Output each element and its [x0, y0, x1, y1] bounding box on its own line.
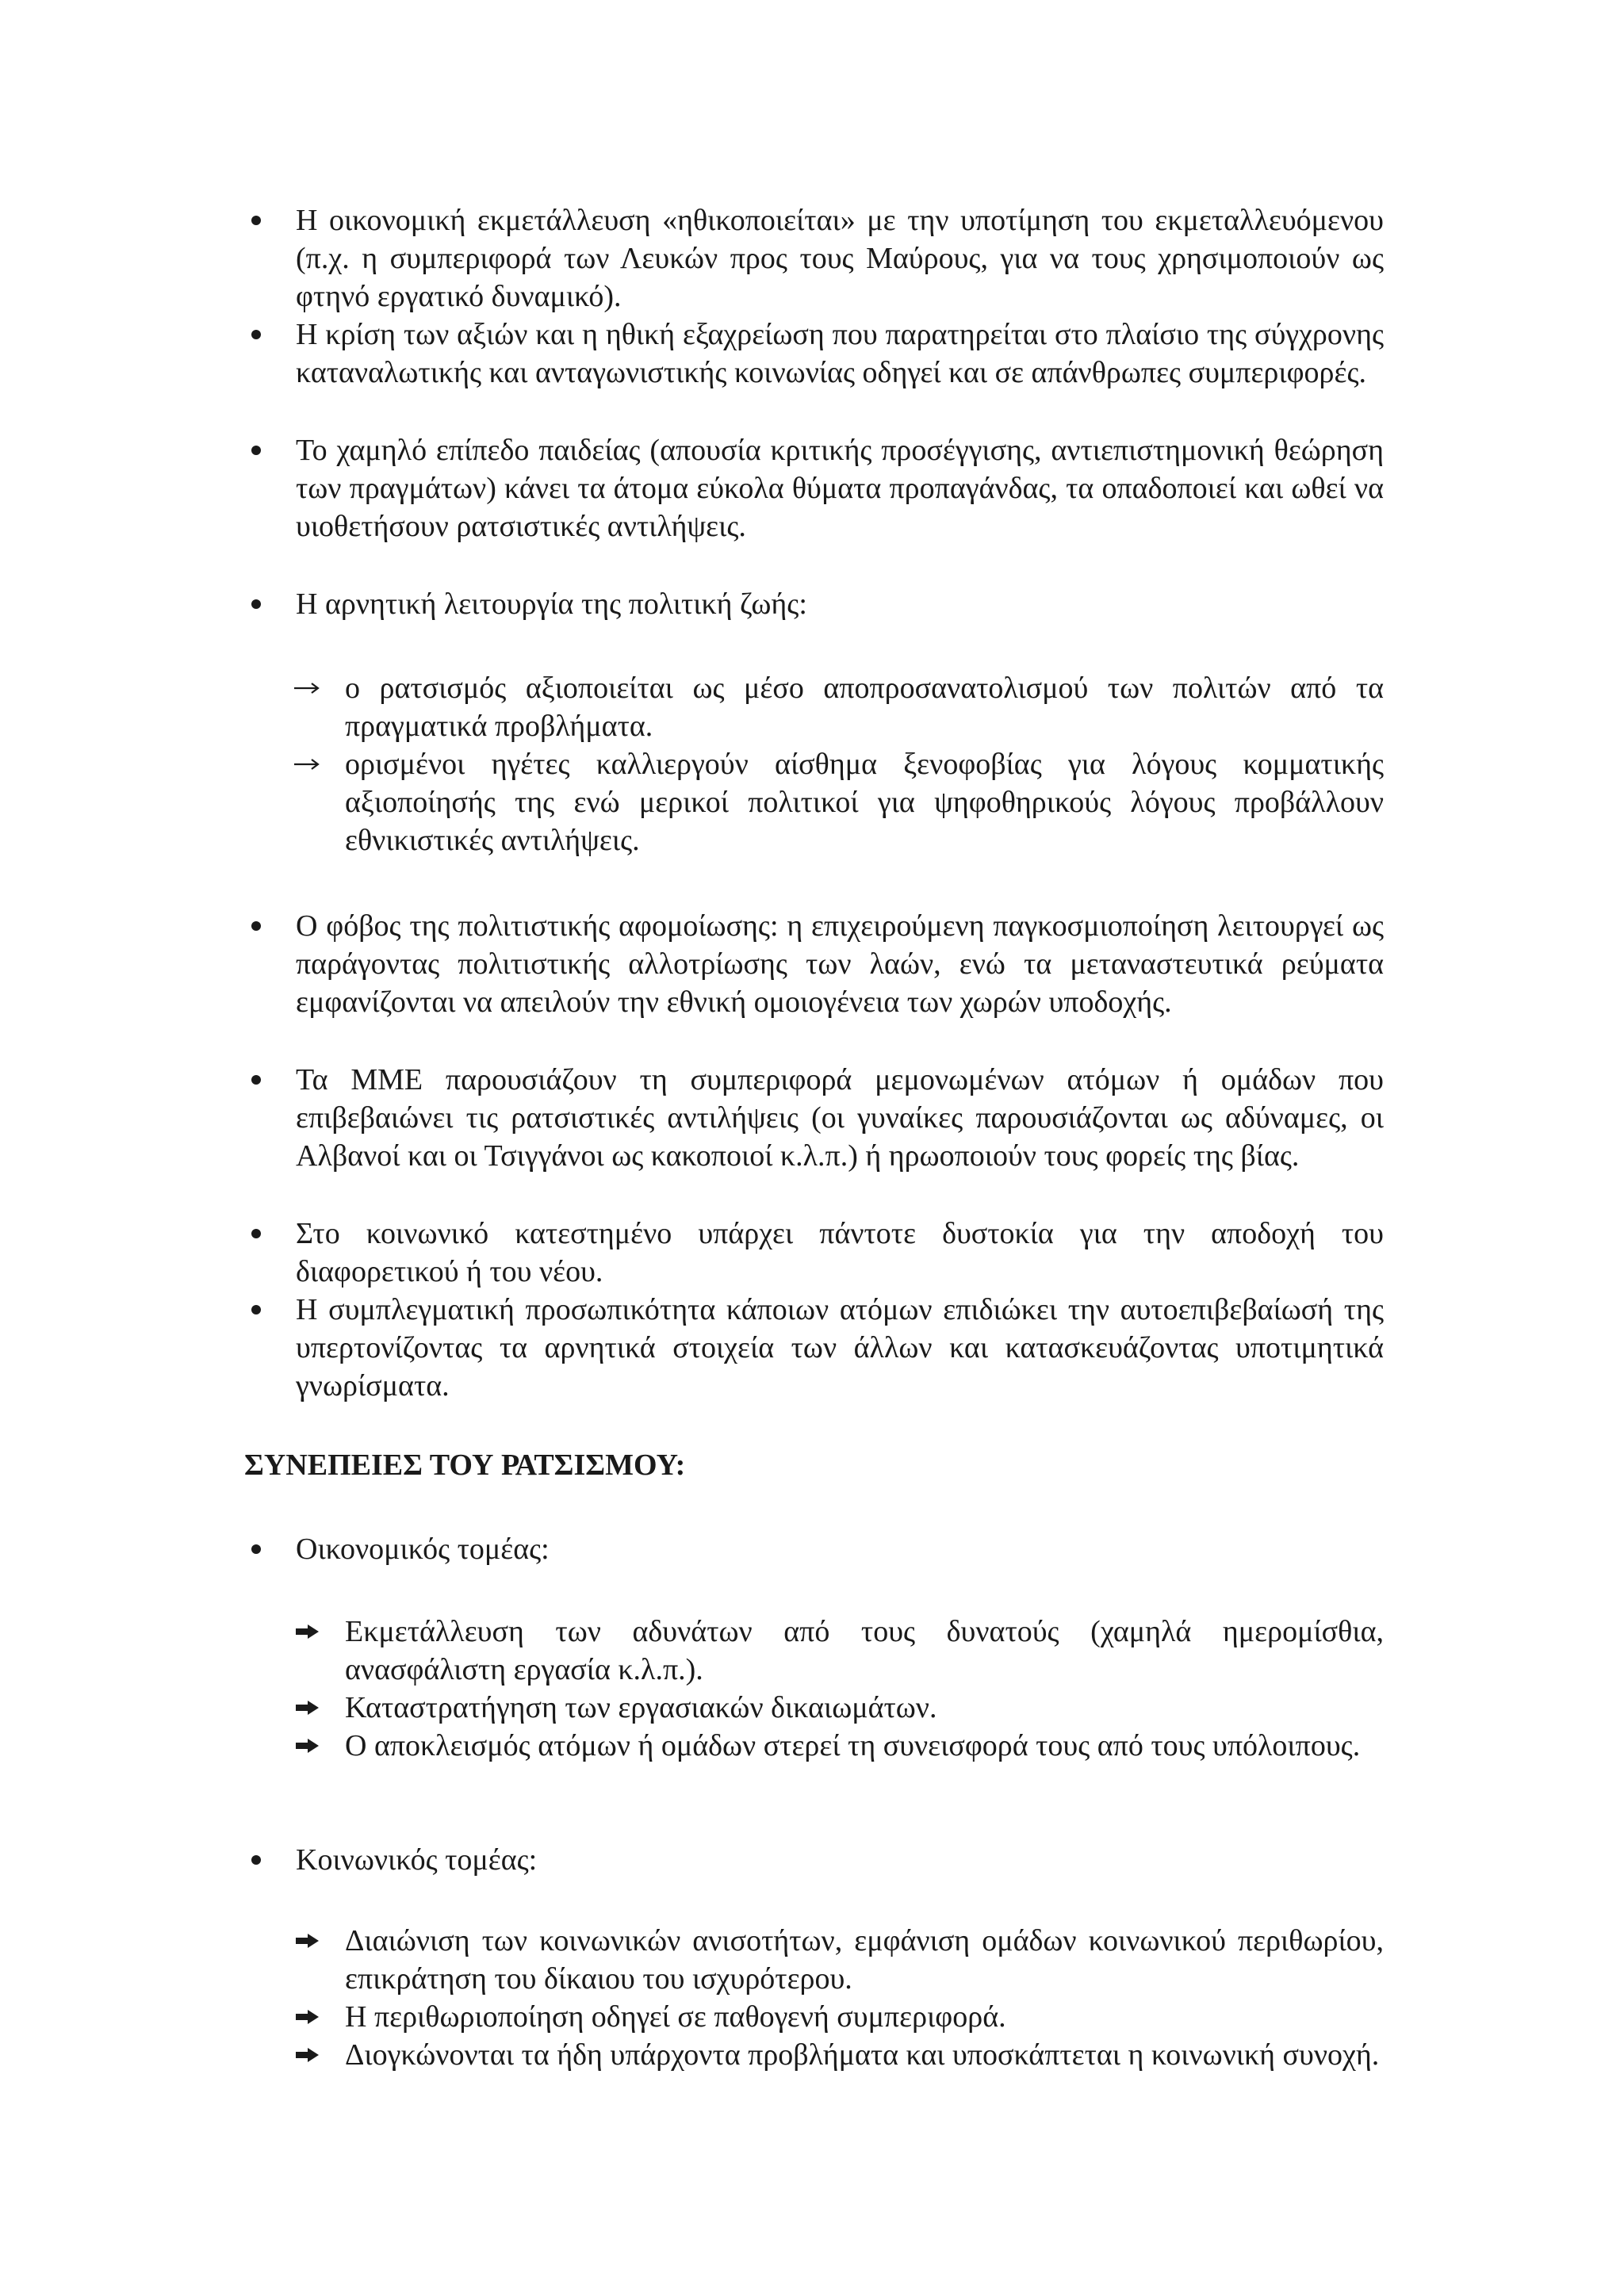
- arrow-item: [345, 669, 1384, 745]
- bullet-text: Ο φόβος της πολιτιστικής αφομοίωσης: η επιχειρούμενη παγκοσμιοποίηση λειτουργεί ως παράγοντας πολιτιστικής αλλοτρίωσης των λαών, ενώ τα μεταναστευτικά ρεύματα εμφανίζονται να απειλούν την εθνική ομοιογένεια των χωρών υποδοχής.: [296, 909, 1384, 1019]
- arrow-text: ο ρατσισμός αξιοποιείται ως μέσο αποπροσανατολισμού των πολιτών από τα πραγματικά προβλήματα.: [345, 672, 1384, 743]
- bullet-icon: [240, 585, 272, 623]
- bullet-text: Η οικονομική εκμετάλλευση «ηθικοποιείται» με την υποτίμηση του εκμεταλλευόμενου (π.χ. η συμπεριφορά των Λευκών προς τους Μαύρους, για να τους χρησιμοποιούν ως φτηνό εργατικό δυναμικό).: [296, 204, 1384, 313]
- sector-label: Οικονομικός τομέας:: [296, 1533, 550, 1566]
- arrow-text: Εκμετάλλευση των αδυνάτων από τους δυνατούς (χαμηλά ημερομίσθια, ανασφάλιστη εργασία κ.λ.π.).: [345, 1615, 1384, 1686]
- bullet-item: [296, 316, 1384, 392]
- arrow-item: [345, 745, 1384, 859]
- bullet-icon: [240, 431, 272, 469]
- bullet-icon: [240, 1841, 272, 1879]
- arrow-text: Διαιώνιση των κοινωνικών ανισοτήτων, εμφάνιση ομάδων κοινωνικού περιθωρίου, επικράτηση του δίκαιου του ισχυρότερου.: [345, 1924, 1384, 1996]
- sector-item-social: [296, 1841, 1384, 1879]
- bullet-item: [296, 1291, 1384, 1405]
- bold-arrow-item: [345, 1998, 1384, 2036]
- bold-arrow-icon: [291, 2036, 323, 2074]
- bold-arrow-item: [345, 1689, 1384, 1727]
- arrow-text: Καταστρατήγηση των εργασιακών δικαιωμάτων.: [345, 1691, 937, 1724]
- bullet-icon: [240, 316, 272, 354]
- section-heading: ΣΥΝΕΠΕΙΕΣ ΤΟΥ ΡΑΤΣΙΣΜΟΥ:: [244, 1448, 686, 1482]
- bold-arrow-icon: [291, 1998, 323, 2036]
- thin-arrow-icon: [291, 745, 323, 783]
- sector-label: Κοινωνικός τομέας:: [296, 1843, 538, 1877]
- bullet-item: [296, 201, 1384, 316]
- bold-arrow-item: [345, 2036, 1384, 2074]
- bullet-icon: [240, 1291, 272, 1329]
- bold-arrow-item: [345, 1727, 1384, 1765]
- bullet-item: [296, 1061, 1384, 1175]
- bullet-item: [296, 431, 1384, 545]
- bullet-text: Η αρνητική λειτουργία της πολιτική ζωής:: [296, 587, 807, 621]
- sector-item-economic: [296, 1530, 1384, 1568]
- bullet-icon: [240, 1061, 272, 1099]
- bold-arrow-item: [345, 1922, 1384, 1998]
- bullet-text: Το χαμηλό επίπεδο παιδείας (απουσία κριτικής προσέγγισης, αντιεπιστημονική θεώρηση των πραγμάτων) κάνει τα άτομα εύκολα θύματα προπαγάνδας, τα οπαδοποιεί και ωθεί να υιοθετήσουν ρατσιστικές αντιλήψεις.: [296, 434, 1384, 543]
- bullet-icon: [240, 907, 272, 945]
- bold-arrow-icon: [291, 1922, 323, 1960]
- bullet-text: Τα ΜΜΕ παρουσιάζουν τη συμπεριφορά μεμονωμένων ατόμων ή ομάδων που επιβεβαιώνει τις ρατσιστικές αντιλήψεις (οι γυναίκες παρουσιάζονται ως αδύναμες, οι Αλβανοί και οι Τσιγγάνοι ως κακοποιοί κ.λ.π.) ή ηρωοποιούν τους φορείς της βίας.: [296, 1063, 1384, 1173]
- thin-arrow-icon: [291, 669, 323, 707]
- bold-arrow-item: [345, 1613, 1384, 1689]
- arrow-text: Η περιθωριοποίηση οδηγεί σε παθογενή συμπεριφορά.: [345, 2000, 1006, 2034]
- bullet-text: Η κρίση των αξιών και η ηθική εξαχρείωση που παρατηρείται στο πλαίσιο της σύγχρονης καταναλωτικής και ανταγωνιστικής κοινωνίας οδηγεί και σε απάνθρωπες συμπεριφορές.: [296, 318, 1384, 389]
- bold-arrow-icon: [291, 1727, 323, 1765]
- arrow-text: Ο αποκλεισμός ατόμων ή ομάδων στερεί τη συνεισφορά τους από τους υπόλοιπους.: [345, 1729, 1361, 1762]
- arrow-text: ορισμένοι ηγέτες καλλιεργούν αίσθημα ξενοφοβίας για λόγους κομματικής αξιοποίησής της ενώ μερικοί πολιτικοί για ψηφοθηρικούς λόγους προβάλλουν εθνικιστικές αντιλήψεις.: [345, 748, 1384, 857]
- bullet-text: Στο κοινωνικό κατεστημένο υπάρχει πάντοτε δυστοκία για την αποδοχή του διαφορετικού ή του νέου.: [296, 1217, 1384, 1288]
- bullet-icon: [240, 201, 272, 239]
- bullet-item: [296, 585, 1384, 623]
- bullet-item: [296, 1215, 1384, 1291]
- bullet-item: [296, 907, 1384, 1021]
- bold-arrow-icon: [291, 1689, 323, 1727]
- bullet-text: Η συμπλεγματική προσωπικότητα κάποιων ατόμων επιδιώκει την αυτοεπιβεβαίωσή της υπερτονίζοντας τα αρνητικά στοιχεία των άλλων και κατασκευάζοντας υποτιμητικά γνωρίσματα.: [296, 1293, 1384, 1402]
- bullet-icon: [240, 1530, 272, 1568]
- arrow-text: Διογκώνονται τα ήδη υπάρχοντα προβλήματα και υποσκάπτεται η κοινωνική συνοχή.: [345, 2038, 1380, 2072]
- bold-arrow-icon: [291, 1613, 323, 1651]
- bullet-icon: [240, 1215, 272, 1253]
